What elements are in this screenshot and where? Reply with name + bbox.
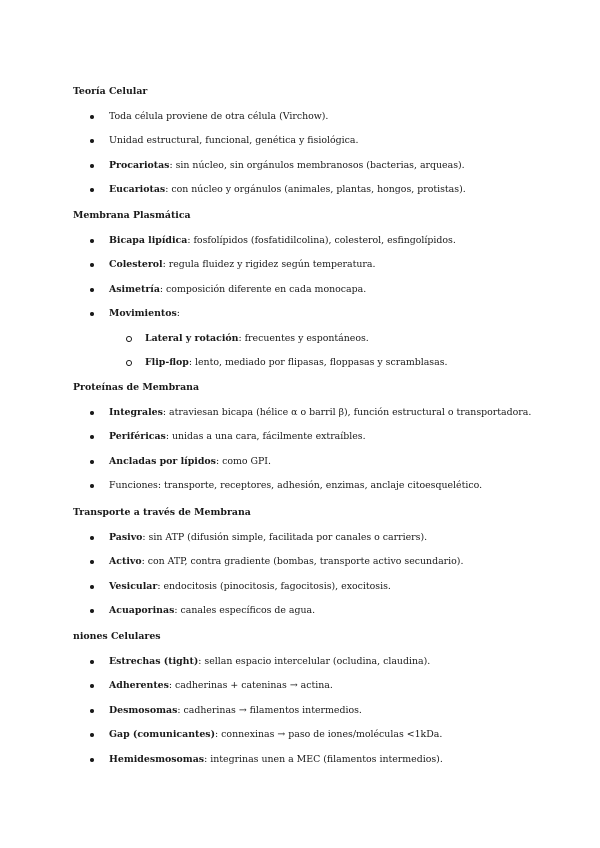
list-item [73, 407, 553, 419]
item-text: : fosfolípidos (fosfatidilcolina), colesterol, esfingolípidos. [187, 234, 456, 246]
item-text: : sin ATP (difusión simple, facilitada por canales o carriers). [142, 531, 428, 543]
item-text: Funciones: transporte, receptores, adhesión, enzimas, anclaje citoesquelético. [109, 480, 483, 491]
list-item [73, 705, 553, 717]
item-term: Asimetría [109, 283, 160, 295]
item-text: : como GPI. [215, 455, 271, 467]
item-term: Eucariotas [109, 184, 166, 195]
list-item [73, 680, 553, 692]
item-text: : connexinas → paso de iones/moléculas <1kDa. [215, 729, 443, 740]
list-item [73, 754, 553, 766]
list-item [73, 135, 553, 147]
bullet-list [73, 235, 553, 370]
section-heading: Membrana Plasmática [73, 210, 191, 221]
item-text: Unidad estructural, funcional, genética y fisiológica. [109, 135, 359, 146]
list-item [73, 431, 553, 443]
list-item [73, 235, 553, 247]
list-item [73, 259, 553, 271]
section-uniones-celulares [73, 631, 553, 766]
item-term: Vesicular [109, 580, 158, 592]
bullet-list [73, 532, 553, 618]
list-item [73, 729, 553, 741]
section-heading: niones Celulares [73, 631, 161, 642]
item-text: : lento, mediado por flipasas, floppasas y scramblasas. [188, 357, 448, 368]
item-text: : sellan espacio intercelular (ocludina, claudina). [198, 655, 431, 667]
item-term: Desmosomas [109, 704, 178, 716]
item-text: : regula fluidez y rigidez según temperatura. [162, 259, 376, 270]
sub-list-item [73, 357, 553, 369]
item-term: Procariotas [109, 159, 170, 171]
list-item [73, 160, 553, 172]
item-text: : composición diferente en cada monocapa. [159, 283, 367, 295]
item-term: Periféricas [109, 431, 166, 442]
list-item [73, 581, 553, 593]
item-term: Lateral y rotación [145, 332, 239, 344]
section-heading: Teoría Celular [73, 86, 148, 97]
list-item [73, 284, 553, 296]
item-text: : endocitosis (pinocitosis, fagocitosis), exocitosis. [157, 580, 391, 592]
item-text: : con ATP, contra gradiente (bombas, transporte activo secundario). [141, 556, 464, 567]
item-term: Acuaporinas [109, 605, 175, 616]
sub-list-item [73, 333, 553, 345]
item-term: Flip-flop [145, 357, 189, 368]
item-term: Gap (comunicantes) [109, 729, 216, 740]
item-text: : canales específicos de agua. [174, 605, 316, 616]
bullet-list [73, 407, 553, 493]
list-item [73, 556, 553, 568]
item-term: Bicapa lipídica [109, 234, 188, 246]
section-heading: Transporte a través de Membrana [73, 507, 251, 518]
section-heading: Proteínas de Membrana [73, 382, 200, 393]
list-item [73, 184, 553, 196]
item-term: Pasivo [109, 531, 143, 543]
item-term: Hemidesmosomas [109, 753, 205, 765]
list-item [73, 656, 553, 668]
item-term: Ancladas por lípidos [109, 455, 216, 467]
item-term: Activo [109, 556, 142, 567]
bullet-list [73, 656, 553, 766]
item-text: : integrinas unen a MEC (filamentos intermedios). [204, 753, 443, 765]
list-item [73, 532, 553, 544]
item-text: Toda célula proviene de otra célula (Virchow). [109, 110, 329, 122]
section-transporte-membrana [73, 507, 553, 617]
list-item [73, 456, 553, 468]
item-text: : con núcleo y orgánulos (animales, plantas, hongos, protistas). [165, 184, 466, 195]
item-term: Estrechas (tight) [109, 655, 199, 667]
section-membrana-plasmatica [73, 210, 553, 369]
item-term: Movimientos [109, 308, 177, 319]
list-item [73, 308, 553, 320]
item-text: : frecuentes y espontáneos. [238, 332, 369, 344]
bullet-list [73, 111, 553, 197]
list-item [73, 111, 553, 123]
section-proteinas-membrana [73, 382, 553, 492]
list-item [73, 480, 553, 492]
section-teoria-celular [73, 86, 553, 196]
item-text: : sin núcleo, sin orgánulos membranosos (bacterias, arqueas). [169, 159, 465, 171]
item-text: : [176, 308, 180, 319]
list-item [73, 605, 553, 617]
item-text: : cadherinas → filamentos intermedios. [177, 704, 362, 716]
item-term: Colesterol [109, 259, 163, 270]
item-text: : unidas a una cara, fácilmente extraíbles. [165, 431, 366, 442]
item-text: : cadherinas + cateninas → actina. [168, 680, 333, 691]
item-text: : atraviesan bicapa (hélice α o barril β), función estructural o transportadora. [162, 406, 532, 418]
item-term: Adherentes [109, 680, 169, 691]
item-term: Integrales [109, 406, 163, 418]
